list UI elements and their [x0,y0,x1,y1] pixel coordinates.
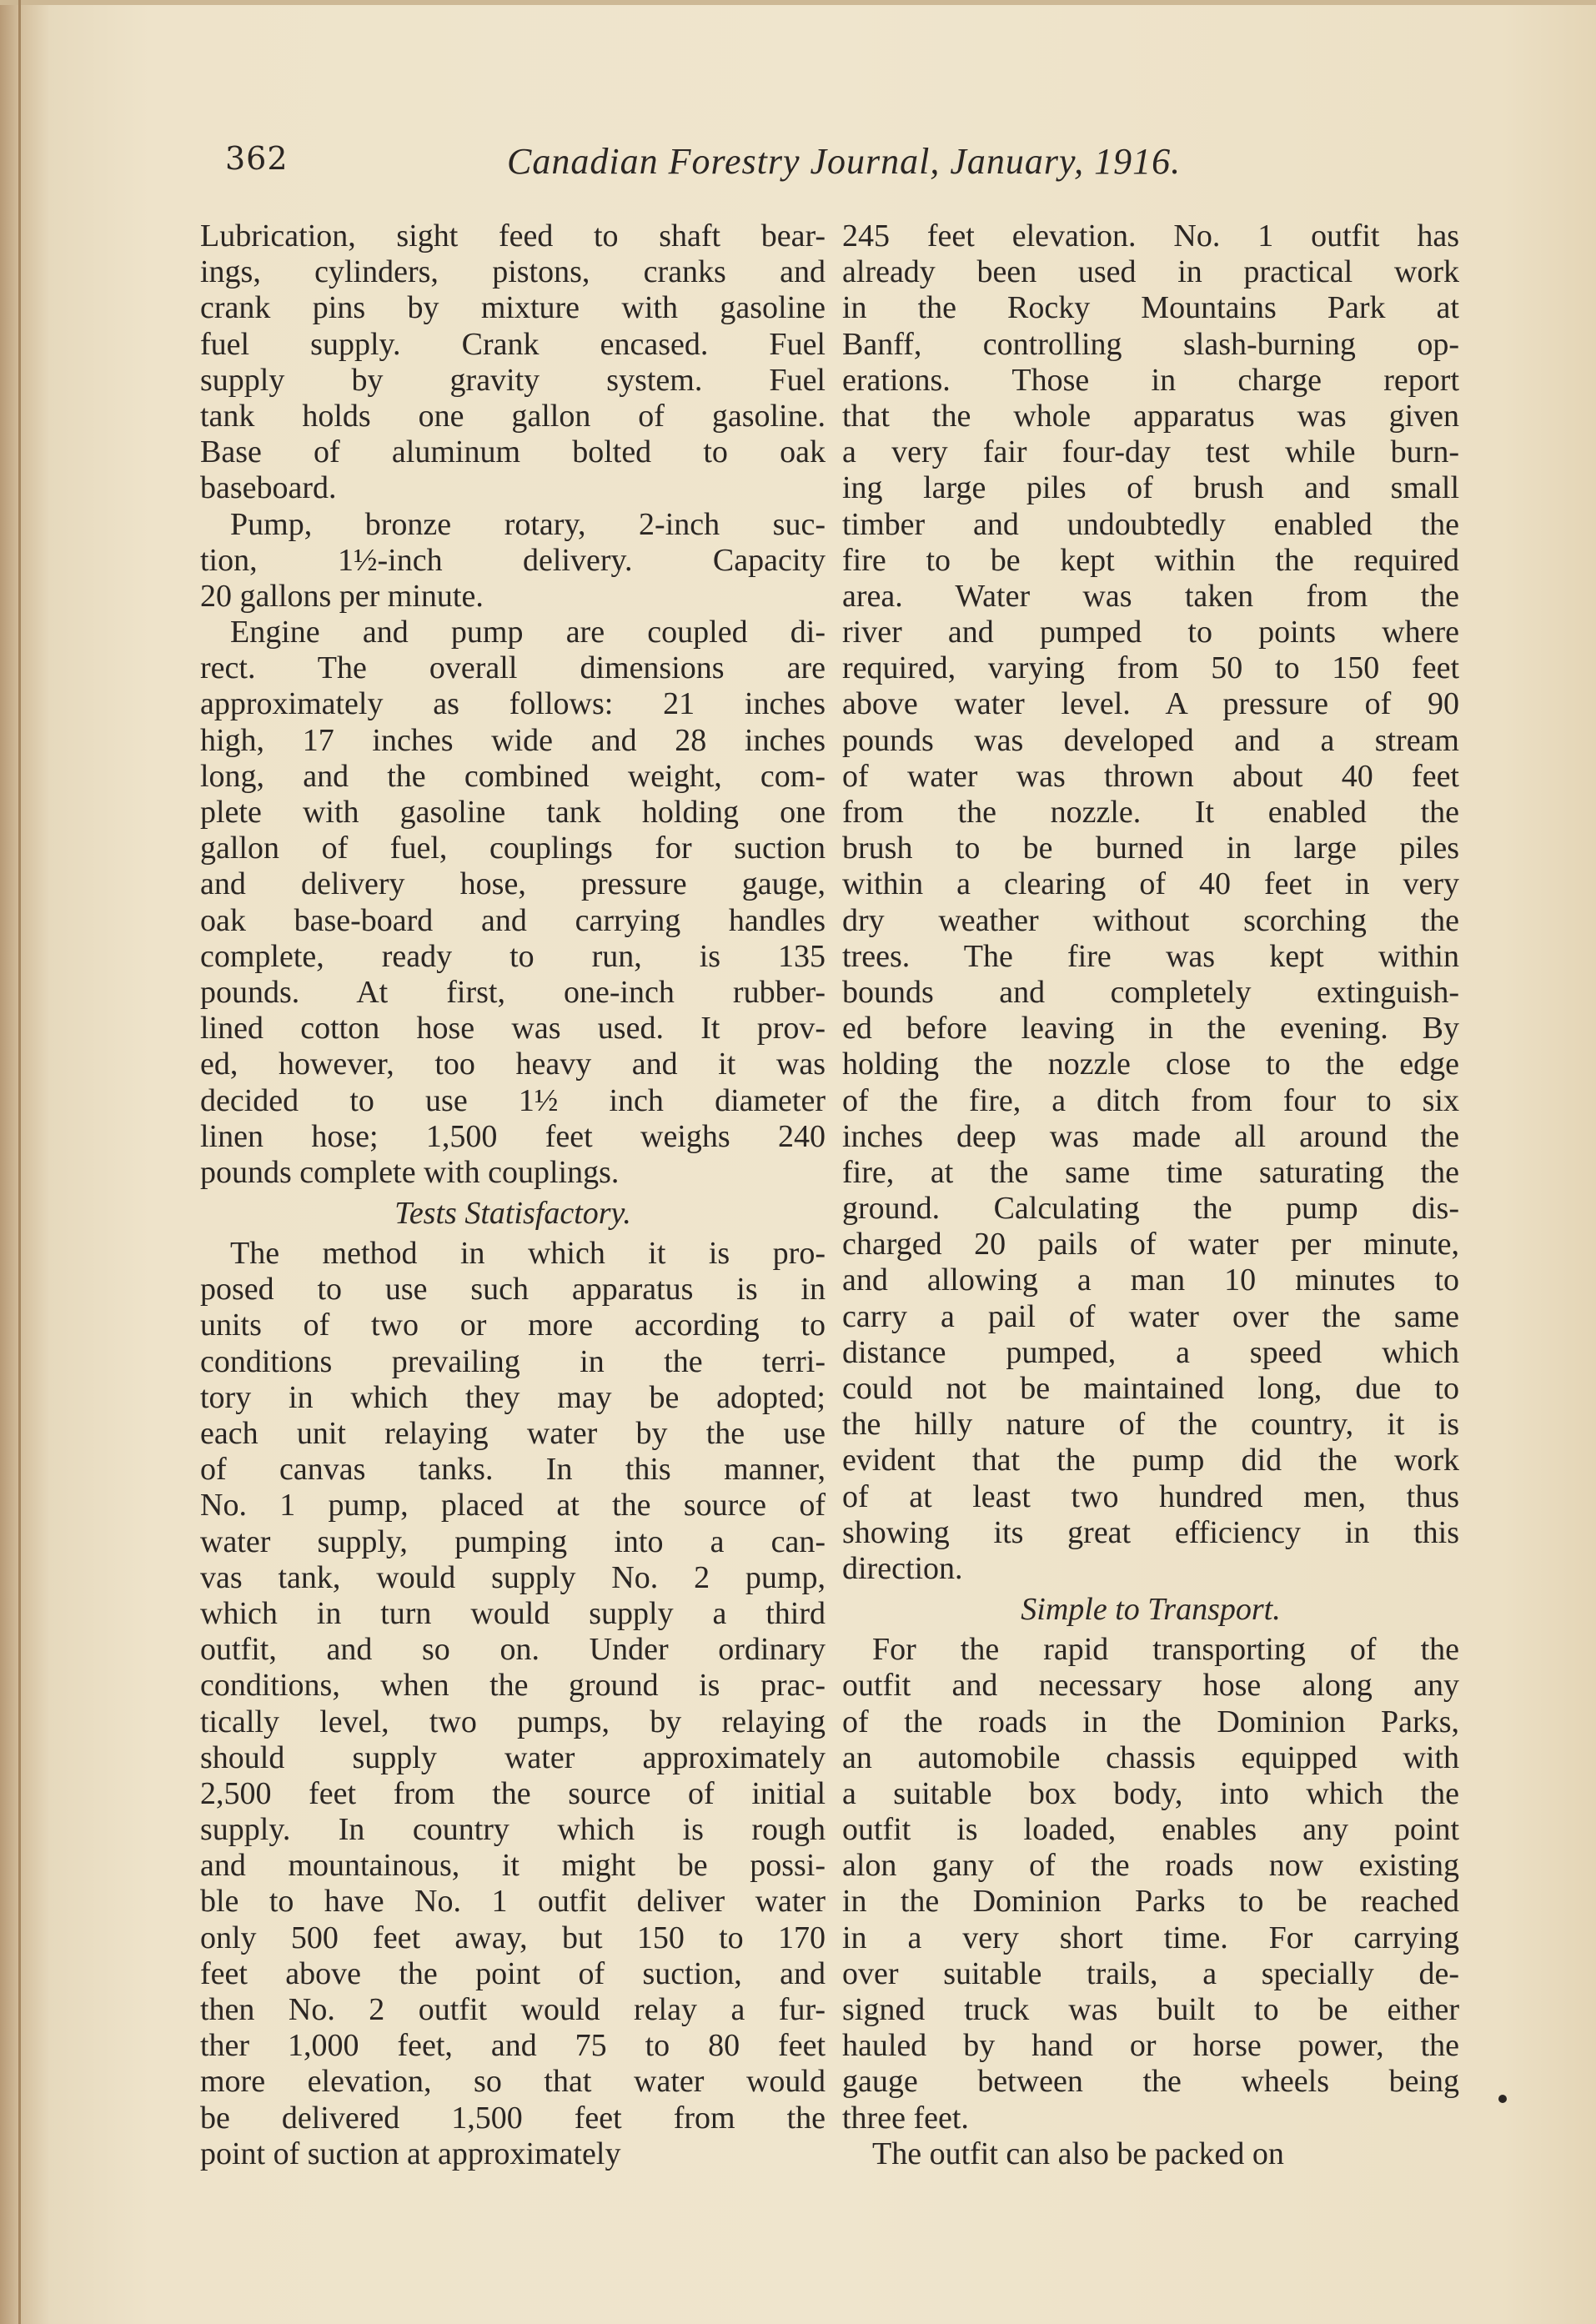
text-line: conditions, when the ground is prac- [200,1668,826,1704]
text-line: direction. [842,1550,963,1586]
text-line: over suitable trails, a specially de- [842,1955,1459,1991]
text-line: ed, however, too heavy and it was [200,1047,826,1082]
text-line: 2,500 feet from the source of initial [200,1775,826,1811]
text-line: linen hose; 1,500 feet weighs 240 [200,1118,826,1154]
text-line: rect. The overall dimensions are [200,650,826,686]
text-line: fire to be kept within the required [842,542,1459,578]
text-line: above water level. A pressure of 90 [842,686,1459,722]
text-line: three feet. [842,2100,969,2136]
text-line: point of suction at approximately [200,2136,621,2171]
text-line: within a clearing of 40 feet in very [842,866,1459,902]
text-line: outfit, and so on. Under ordinary [200,1632,826,1668]
text-line: charged 20 pails of water per minute, [842,1227,1459,1262]
text-line: more elevation, so that water would [200,2064,826,2100]
text-line: be delivered 1,500 feet from the [200,2100,826,2136]
text-line: carry a pail of water over the same [842,1298,1459,1334]
text-line: lined cotton hose was used. It prov- [200,1011,826,1047]
text-line: and mountainous, it might be possi- [200,1848,826,1884]
text-line: ed before leaving in the evening. By [842,1011,1459,1047]
text-line: vas tank, would supply No. 2 pump, [200,1559,826,1595]
text-line: ings, cylinders, pistons, cranks and [200,254,826,290]
text-line: posed to use such apparatus is in [200,1272,826,1308]
text-line: 245 feet elevation. No. 1 outfit has [842,218,1459,253]
text-line: pounds was developed and a stream [842,722,1459,758]
text-line: units of two or more according to [200,1308,826,1343]
text-line: distance pumped, a speed which [842,1334,1459,1370]
text-line: For the rapid transporting of the [872,1632,1459,1668]
text-line: tion, 1½-inch delivery. Capacity [200,542,826,578]
ink-speck [1498,2095,1507,2103]
text-line: feet above the point of suction, and [200,1955,826,1991]
text-line: of the roads in the Dominion Parks, [842,1704,1459,1739]
text-line: gallon of fuel, couplings for suction [200,831,826,866]
text-line: of at least two hundred men, thus [842,1478,1459,1514]
page-number: 362 [225,140,289,177]
text-line: from the nozzle. It enabled the [842,795,1459,830]
text-line: trees. The fire was kept within [842,938,1459,974]
text-line: showing its great efficiency in this [842,1514,1459,1550]
text-line: river and pumped to points where [842,615,1459,650]
text-line: 20 gallons per minute. [200,578,484,614]
left-column [200,218,826,2172]
text-line: ground. Calculating the pump dis- [842,1191,1459,1227]
page-header [225,140,1226,198]
text-line: long, and the combined weight, com- [200,758,826,794]
text-line: plete with gasoline tank holding one [200,795,826,830]
text-line: of canvas tanks. In this manner, [200,1452,826,1488]
section-subheading: Tests Statisfactory. [394,1196,631,1232]
text-line: could not be maintained long, due to [842,1371,1459,1406]
journal-title: Canadian Forestry Journal, January, 1916. [507,141,1182,182]
text-line: decided to use 1½ inch diameter [200,1082,826,1118]
text-line: fuel supply. Crank encased. Fuel [200,326,826,362]
text-line: outfit is loaded, enables any point [842,1812,1459,1848]
text-line: signed truck was built to be either [842,1992,1459,2027]
text-line: crank pins by mixture with gasoline [200,290,826,326]
text-line: complete, ready to run, is 135 [200,938,826,974]
text-line: gauge between the wheels being [842,2064,1459,2100]
text-line: timber and undoubtedly enabled the [842,506,1459,542]
text-line: then No. 2 outfit would relay a fur- [200,1992,826,2027]
text-line: supply. In country which is rough [200,1812,826,1848]
text-line: that the whole apparatus was given [842,398,1459,434]
text-line: Lubrication, sight feed to shaft bear- [200,218,826,253]
text-line: already been used in practical work [842,254,1459,290]
text-line: bounds and completely extinguish- [842,974,1459,1010]
text-line: outfit and necessary hose along any [842,1668,1459,1704]
text-line: conditions prevailing in the terri- [200,1343,826,1379]
text-line: holding the nozzle close to the edge [842,1047,1459,1082]
text-line: evident that the pump did the work [842,1443,1459,1478]
text-line: alon gany of the roads now existing [842,1848,1459,1884]
text-line: only 500 feet away, but 150 to 170 [200,1920,826,1955]
text-line: Banff, controlling slash-burning op- [842,326,1459,362]
text-line: No. 1 pump, placed at the source of [200,1488,826,1523]
text-line: baseboard. [200,470,337,506]
text-line: fire, at the same time saturating the [842,1154,1459,1190]
text-line: tically level, two pumps, by relaying [200,1704,826,1739]
text-line: ther 1,000 feet, and 75 to 80 feet [200,2028,826,2064]
text-line: ble to have No. 1 outfit deliver water [200,1884,826,1920]
text-line: brush to be burned in large piles [842,831,1459,866]
text-line: should supply water approximately [200,1739,826,1775]
text-line: hauled by hand or horse power, the [842,2028,1459,2064]
text-line: an automobile chassis equipped with [842,1739,1459,1775]
text-line: which in turn would supply a third [200,1595,826,1631]
binding-gutter [18,0,21,2324]
text-line: and delivery hose, pressure gauge, [200,866,826,902]
text-line: the hilly nature of the country, it is [842,1407,1459,1443]
text-line: tank holds one gallon of gasoline. [200,398,826,434]
text-line: pounds complete with couplings. [200,1154,620,1190]
right-column [842,218,1459,2172]
text-line: tory in which they may be adopted; [200,1379,826,1415]
text-line: oak base-board and carrying handles [200,902,826,938]
text-line: ing large piles of brush and small [842,470,1459,506]
text-line: each unit relaying water by the use [200,1416,826,1451]
text-line: of the fire, a ditch from four to six [842,1082,1459,1118]
text-line: approximately as follows: 21 inches [200,686,826,722]
text-line: of water was thrown about 40 feet [842,758,1459,794]
text-line: in a very short time. For carrying [842,1920,1459,1955]
text-line: in the Rocky Mountains Park at [842,290,1459,326]
section-subheading: Simple to Transport. [1021,1592,1281,1628]
text-line: high, 17 inches wide and 28 inches [200,722,826,758]
text-line: dry weather without scorching the [842,902,1459,938]
text-line: pounds. At first, one-inch rubber- [200,974,826,1010]
page-top-edge [0,0,1596,5]
text-line: Base of aluminum bolted to oak [200,434,826,470]
text-line: The outfit can also be packed on [872,2136,1284,2171]
text-line: Pump, bronze rotary, 2-inch suc- [230,506,826,542]
text-line: and allowing a man 10 minutes to [842,1262,1459,1298]
text-line: water supply, pumping into a can- [200,1523,826,1559]
text-line: erations. Those in charge report [842,362,1459,398]
text-line: a suitable box body, into which the [842,1775,1459,1811]
text-line: The method in which it is pro- [230,1236,826,1272]
text-line: a very fair four-day test while burn- [842,434,1459,470]
text-line: required, varying from 50 to 150 feet [842,650,1459,686]
text-line: inches deep was made all around the [842,1118,1459,1154]
text-line: Engine and pump are coupled di- [230,615,826,650]
text-line: in the Dominion Parks to be reached [842,1884,1459,1920]
text-line: supply by gravity system. Fuel [200,362,826,398]
text-line: area. Water was taken from the [842,578,1459,614]
